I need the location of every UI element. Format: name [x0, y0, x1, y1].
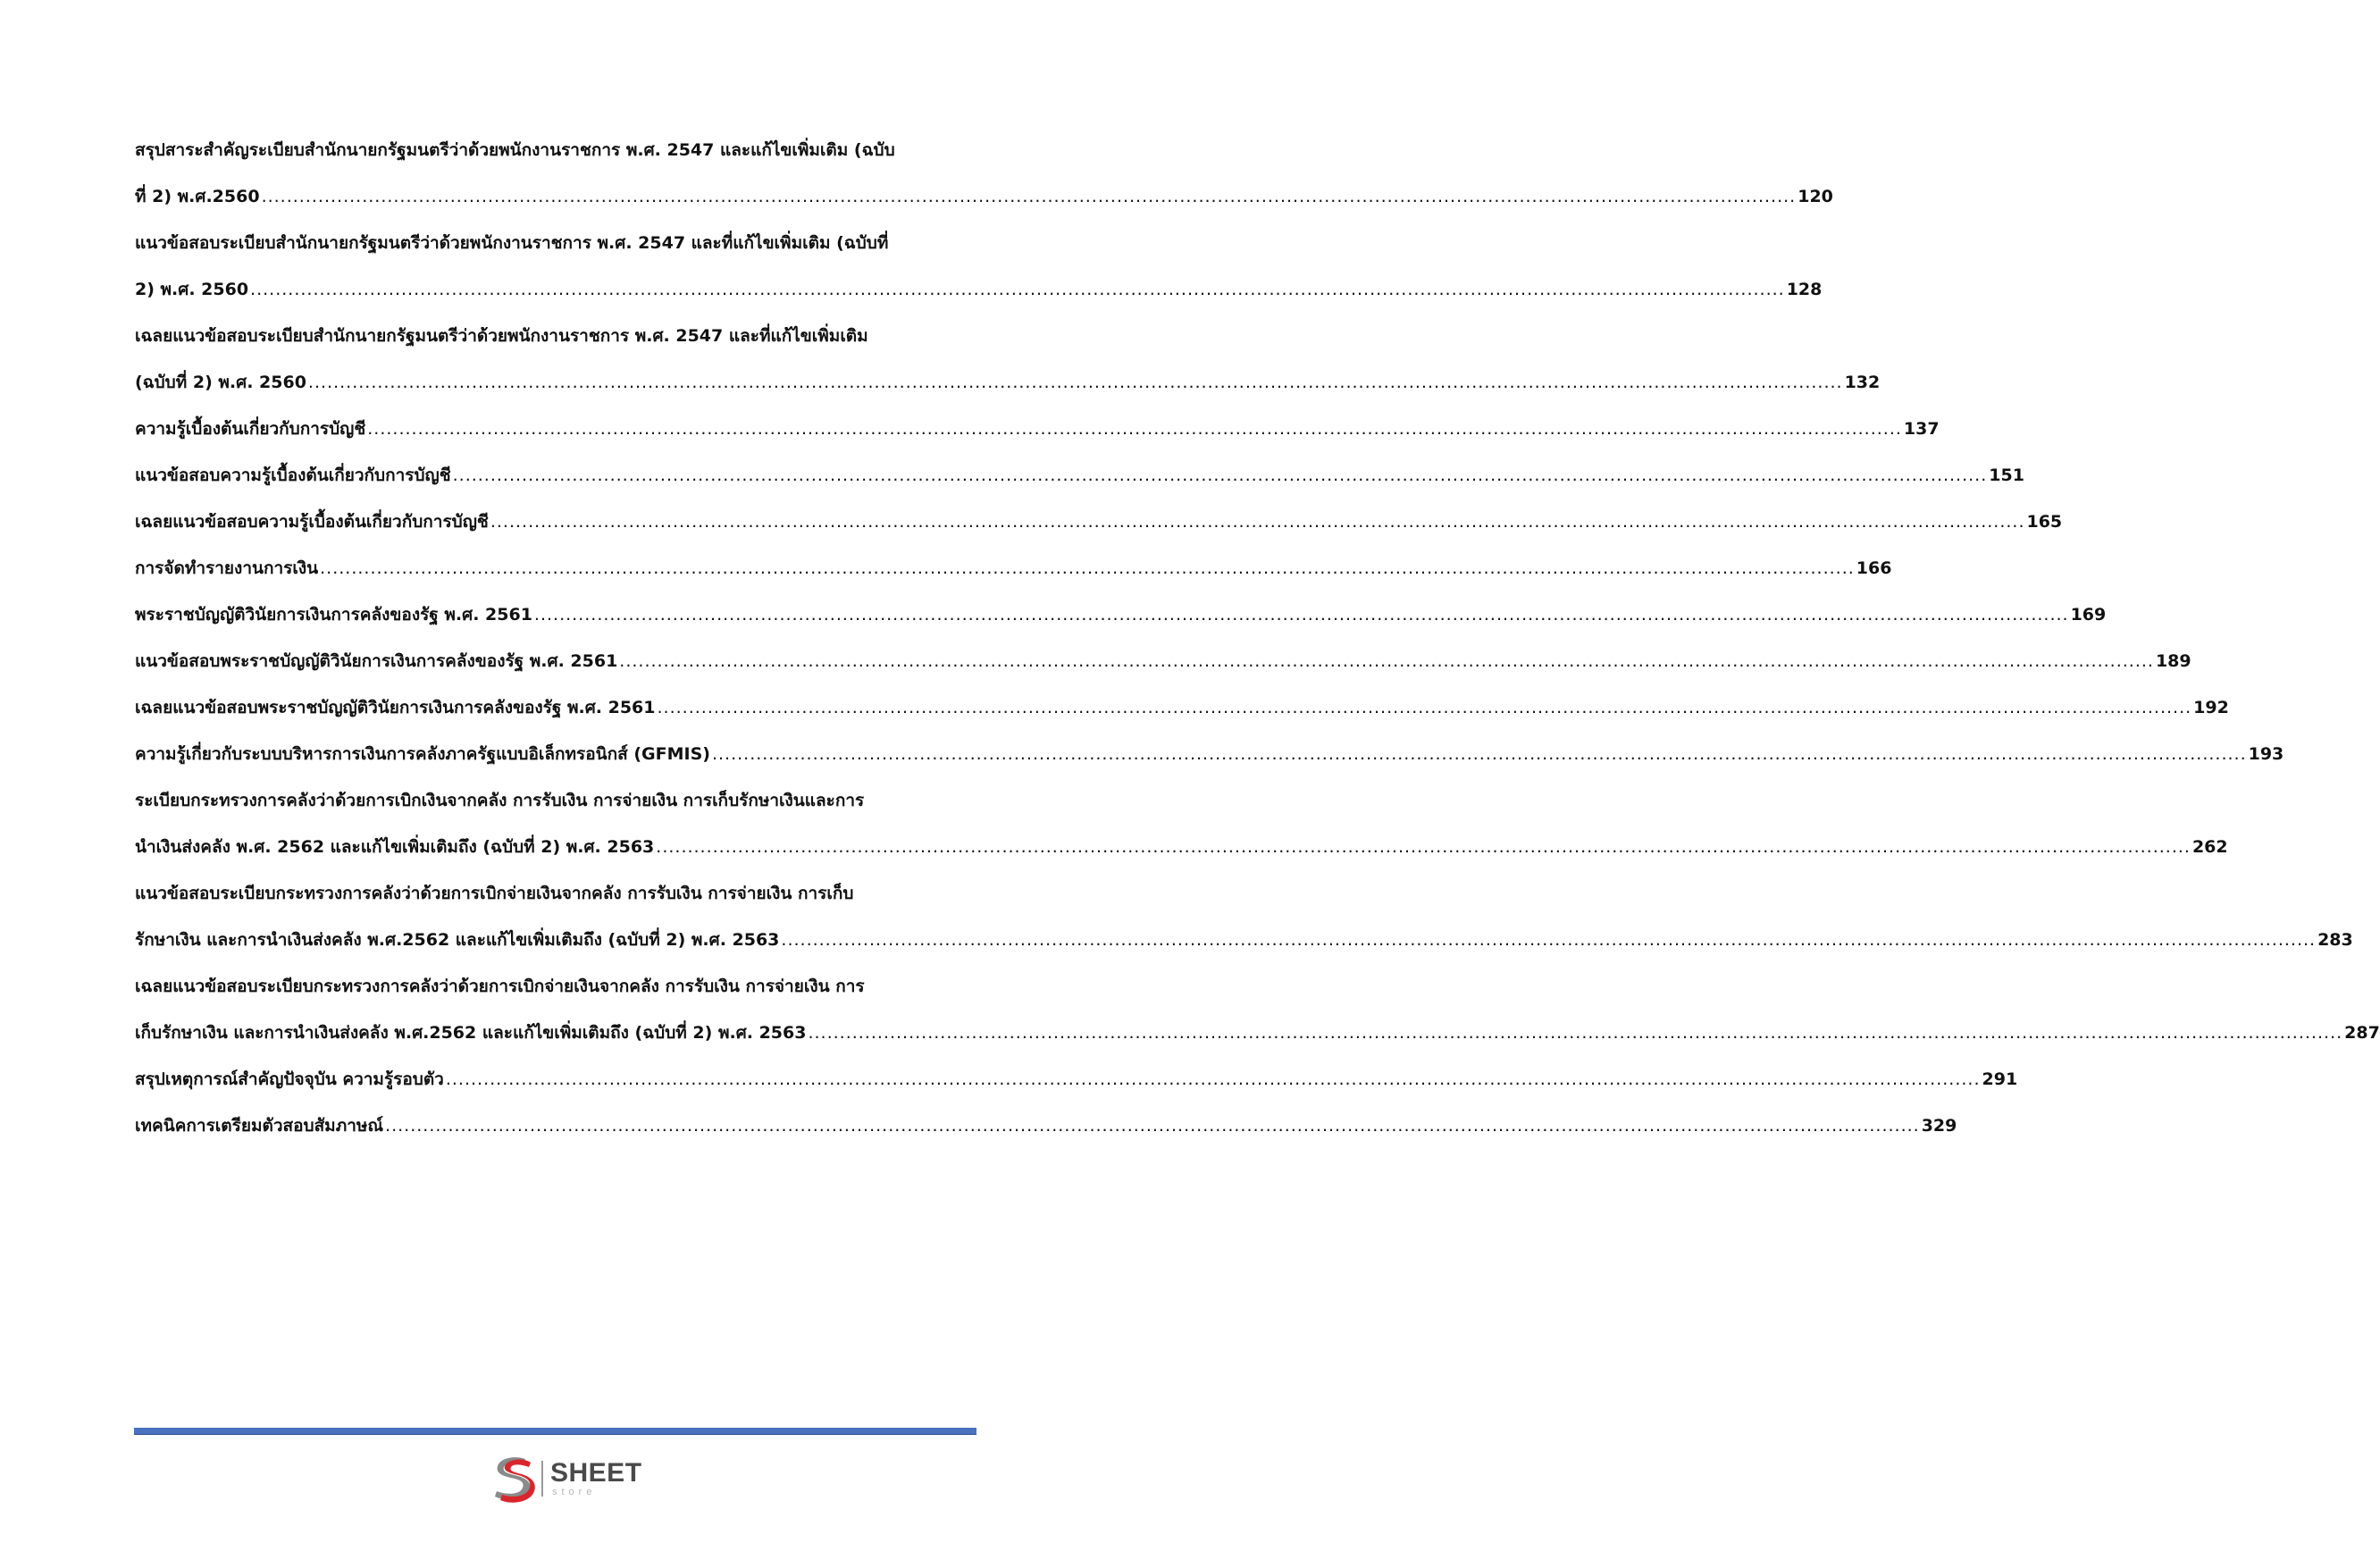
toc-entry-title: เก็บรักษาเงิน และการนำเงินส่งคลัง พ.ศ.2562 และแก้ไขเพิ่มเติมถึง (ฉบับที่ 2) พ.ศ. 2563 — [135, 1023, 807, 1043]
toc-entry-title: แนวข้อสอบพระราชบัญญัติวินัยการเงินการคลังของรัฐ พ.ศ. 2561 — [135, 651, 618, 671]
dot-leader — [658, 684, 2192, 731]
toc-page-number: 192 — [2193, 698, 2229, 717]
dot-leader — [385, 1103, 1920, 1149]
dot-leader — [262, 173, 1797, 220]
dot-leader — [446, 1056, 1981, 1103]
toc-entry-title: ความรู้เกี่ยวกับระบบบริหารการเงินการคลังภาครัฐแบบอิเล็กทรอนิกส์ (GFMIS) — [135, 744, 710, 764]
toc-entry-title: ความรู้เบื้องต้นเกี่ยวกับการบัญชี — [135, 419, 366, 439]
dot-leader — [490, 499, 2025, 545]
toc-entry[interactable] — [135, 452, 2024, 499]
toc-entry[interactable] — [135, 313, 1881, 406]
toc-entry-title: การจัดทำรายงานการเงิน — [135, 558, 319, 578]
toc-entry-title: พระราชบัญญัติวินัยการเงินการคลังของรัฐ พ.ศ. 2561 — [135, 605, 532, 625]
toc-page-number: 193 — [2248, 744, 2284, 764]
toc-page-number: 262 — [2191, 837, 2228, 857]
toc-entry-title: สรุปเหตุการณ์สำคัญปัจจุบัน ความรู้รอบตัว — [135, 1069, 444, 1089]
toc-entry[interactable] — [135, 1056, 2018, 1103]
toc-entry[interactable] — [135, 545, 1892, 591]
toc-entry-title-line1: สรุปสาระสำคัญระเบียบสำนักนายกรัฐมนตรีว่าด้วยพนักงานราชการ พ.ศ. 2547 และแก้ไขเพิ่มเติม (ฉบับ — [135, 140, 895, 160]
toc-entry[interactable] — [135, 870, 2353, 963]
toc-page-number: 283 — [2317, 930, 2353, 950]
toc-entry-title: (ฉบับที่ 2) พ.ศ. 2560 — [135, 373, 306, 392]
toc-page-number: 151 — [1989, 465, 2024, 485]
toc-entry[interactable] — [135, 777, 2228, 870]
toc-entry[interactable] — [135, 1103, 1957, 1149]
dot-leader — [308, 359, 1843, 406]
toc-page-number: 120 — [1798, 187, 1833, 206]
dot-leader — [619, 638, 2154, 684]
toc-entry[interactable] — [135, 591, 2107, 638]
toc-entry-title-line1: แนวข้อสอบระเบียบกระทรวงการคลังว่าด้วยการเบิกจ่ายเงินจากคลัง การรับเงิน การจ่ายเงิน การเก็บ — [135, 884, 854, 903]
footer-divider — [134, 1428, 976, 1435]
toc-entry[interactable] — [135, 731, 2284, 777]
toc-entry[interactable] — [135, 638, 2191, 684]
toc-entry[interactable] — [135, 963, 2380, 1056]
dot-leader — [808, 1010, 2342, 1056]
toc-entry-title: เทคนิคการเตรียมตัวสอบสัมภาษณ์ — [135, 1116, 384, 1136]
toc-page-number: 329 — [1921, 1116, 1957, 1136]
sheet-store-logo-icon — [490, 1454, 536, 1504]
toc-page-number: 166 — [1856, 558, 1892, 578]
dot-leader — [320, 545, 1855, 591]
toc-page-number: 189 — [2155, 651, 2191, 671]
logo-separator — [541, 1461, 543, 1497]
toc-entry-title: นำเงินส่งคลัง พ.ศ. 2562 และแก้ไขเพิ่มเติมถึง (ฉบับที่ 2) พ.ศ. 2563 — [135, 837, 655, 857]
toc-entry-title: ที่ 2) พ.ศ.2560 — [135, 187, 260, 206]
toc-page-number: 165 — [2026, 512, 2063, 532]
toc-page-number: 128 — [1786, 280, 1823, 299]
dot-leader — [367, 406, 1902, 452]
toc-page-number: 287 — [2344, 1023, 2380, 1043]
logo-subtitle: store — [552, 1487, 597, 1497]
toc-entry-title: เฉลยแนวข้อสอบความรู้เบื้องต้นเกี่ยวกับการบัญชี — [135, 512, 489, 532]
toc-entry[interactable] — [135, 499, 2063, 545]
toc-entry-title: 2) พ.ศ. 2560 — [135, 280, 249, 299]
toc-page-number: 291 — [1982, 1069, 2018, 1089]
dot-leader — [453, 452, 1988, 499]
toc-entry[interactable] — [135, 406, 1940, 452]
toc-page-number: 132 — [1844, 373, 1881, 392]
toc-entry-title: แนวข้อสอบความรู้เบื้องต้นเกี่ยวกับการบัญชี — [135, 465, 451, 485]
toc-page-number: 137 — [1903, 419, 1940, 439]
logo-wordmark: SHEET — [550, 1458, 642, 1488]
dot-leader — [712, 731, 2247, 777]
toc-entry-title: เฉลยแนวข้อสอบพระราชบัญญัติวินัยการเงินการคลังของรัฐ พ.ศ. 2561 — [135, 698, 656, 717]
dot-leader — [781, 917, 2316, 963]
toc-entry-title-line1: เฉลยแนวข้อสอบระเบียบกระทรวงการคลังว่าด้วยการเบิกจ่ายเงินจากคลัง การรับเงิน การจ่ายเงิน การ — [135, 977, 865, 996]
table-of-contents — [135, 127, 2380, 1149]
toc-page-number: 169 — [2070, 605, 2107, 625]
dot-leader — [250, 266, 1785, 313]
toc-entry-title-line1: แนวข้อสอบระเบียบสำนักนายกรัฐมนตรีว่าด้วยพนักงานราชการ พ.ศ. 2547 และที่แก้ไขเพิ่มเติม (ฉบับที่ — [135, 233, 889, 253]
dot-leader — [534, 591, 2069, 638]
toc-entry-title: รักษาเงิน และการนำเงินส่งคลัง พ.ศ.2562 และแก้ไขเพิ่มเติมถึง (ฉบับที่ 2) พ.ศ. 2563 — [135, 930, 780, 950]
toc-entry-title-line1: เฉลยแนวข้อสอบระเบียบสำนักนายกรัฐมนตรีว่าด้วยพนักงานราชการ พ.ศ. 2547 และที่แก้ไขเพิ่มเติม — [135, 326, 868, 346]
dot-leader — [656, 824, 2191, 870]
toc-entry[interactable] — [135, 127, 1833, 220]
toc-entry[interactable] — [135, 684, 2229, 731]
toc-entry[interactable] — [135, 220, 1823, 313]
sheet-store-logo — [490, 1454, 642, 1504]
toc-entry-title-line1: ระเบียบกระทรวงการคลังว่าด้วยการเบิกเงินจากคลัง การรับเงิน การจ่ายเงิน การเก็บรักษาเงินและการ — [135, 791, 865, 810]
